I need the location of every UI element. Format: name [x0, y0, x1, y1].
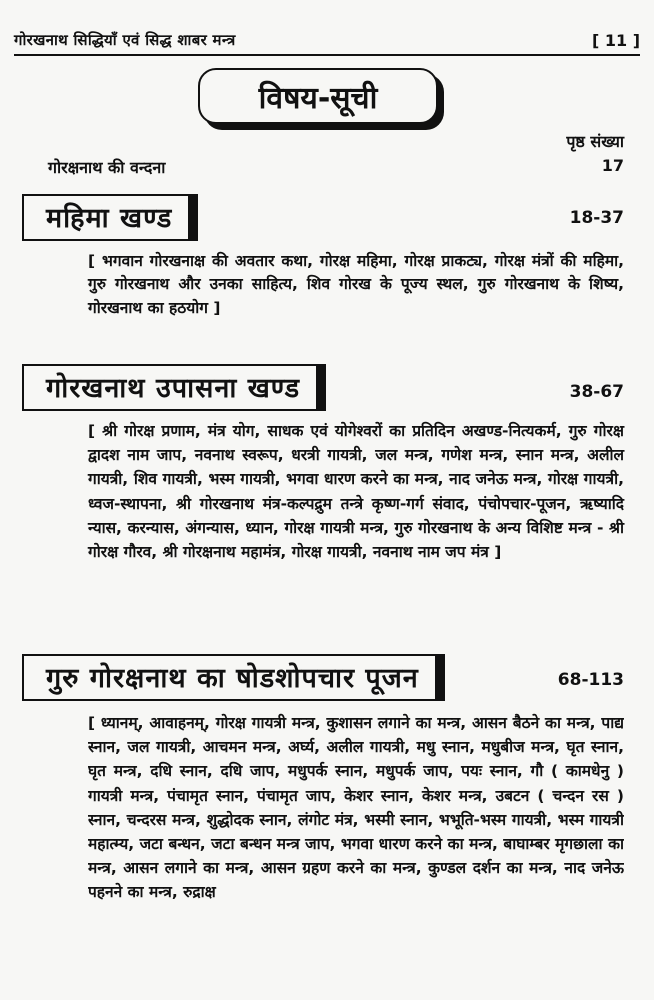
section-title: महिमा खण्ड	[46, 203, 173, 234]
section-title-box	[22, 364, 318, 411]
toc-title: विषय-सूची	[258, 80, 378, 116]
toc-entry-page: 17	[601, 156, 624, 175]
toc-entry-label: गोरक्षनाथ की वन्दना	[48, 158, 166, 177]
section-contents: [ ध्यानम्, आवाहनम्, गोरक्ष गायत्री मन्त्र, कुशासन लगाने का मन्त्र, आसन बैठने का मन्त्र, पाद्य स्नान, जल गायत्री, आचमन मन्त्र, अर्घ्य, अलील गायत्री, मधु स्नान, मधुबीज मन्त्र, घृत स्नान, घृत मन्त्र, दधि स्नान, दधि जाप, मधुपर्क स्नान, मधुपर्क जाप, पयः स्नान, गौ ( कामधेनु ) गायत्री मन्त्र, पंचामृत स्नान, पंचामृत जाप, केशर स्नान, केशर मन्त्र, उबटन ( चन्दन रस ) स्नान, चन्दरस मन्त्र, शुद्धोदक स्नान, लंगोट मंत्र, भस्मी स्नान, भभूति-भस्म गायत्री, भस्म गायत्री महात्म्य, जटा बन्धन, जटा बन्धन मन्त्र जाप, भगवा धारण करने का मन्त्र, बाघाम्बर मृगछाला का मन्त्र, आसन लगाने का मन्त्र, आसन ग्रहण करने का मन्त्र, कुण्डल दर्शन का मन्त्र, नाद जनेऊ पहनने का मन्त्र, रुद्राक्ष	[88, 714, 624, 902]
section-title: गोरखनाथ उपासना खण्ड	[46, 373, 301, 404]
section-mahima-khand[interactable]	[22, 194, 624, 238]
section-title-box	[22, 194, 190, 241]
running-header	[14, 20, 640, 56]
page-number: [ 11 ]	[591, 31, 640, 50]
section-title: गुरु गोरक्षनाथ का षोडशोपचार पूजन	[46, 663, 419, 694]
section-title-box	[22, 654, 437, 701]
book-title: गोरखनाथ सिद्धियाँ एवं सिद्ध शाबर मन्त्र	[14, 31, 236, 49]
section-shodashopachar-poojan[interactable]	[22, 654, 624, 698]
section-page-range: 18-37	[569, 208, 624, 228]
section-contents: [ भगवान गोरखनाक्ष की अवतार कथा, गोरक्ष महिमा, गोरक्ष प्राकट्य, गोरक्ष मंत्रों की महिमा, गुरु गोरखनाथ और उनका साहित्य, शिव गोरख के पूज्य स्थल, गुरु गोरखनाथ के शिष्य, गोरखनाथ का हठयोग ]	[88, 252, 624, 317]
section-contents: [ श्री गोरक्ष प्रणाम, मंत्र योग, साधक एवं योगेश्वरों का प्रतिदिन अखण्ड-नित्यकर्म, गुरु गोरक्ष द्वादश नाम जाप, नवनाथ स्वरूप, धरत्री गायत्री, जल मन्त्र, गणेश मन्त्र, स्नान मन्त्र, अलील गायत्री, शिव गायत्री, भस्म गायत्री, भगवा धारण करने का मन्त्र, नाद जनेऊ मन्त्र, गोरक्ष गायत्री, ध्वज-स्थापना, श्री गोरखनाथ मंत्र-कल्पद्रुम तन्त्रे कृष्ण-गर्ग संवाद, पंचोपचार-पूजन, ऋष्यादि न्यास, करन्यास, अंगन्यास, ध्यान, गोरक्ष गायत्री मन्त्र, गुरु गोरखनाथ के अन्य विशिष्ट मन्त्र - श्री गोरक्ष गौरव, श्री गोरक्षनाथ महामंत्र, गोरक्ष गायत्री, नवनाथ नाम जप मंत्र ]	[88, 422, 624, 562]
toc-entry-vandana[interactable]	[48, 156, 624, 178]
section-upasana-khand[interactable]	[22, 364, 624, 408]
page-count-label: पृष्ठ संख्या	[566, 132, 624, 151]
toc-title-box	[198, 68, 438, 124]
section-page-range: 38-67	[569, 382, 624, 402]
section-page-range: 68-113	[557, 670, 624, 690]
